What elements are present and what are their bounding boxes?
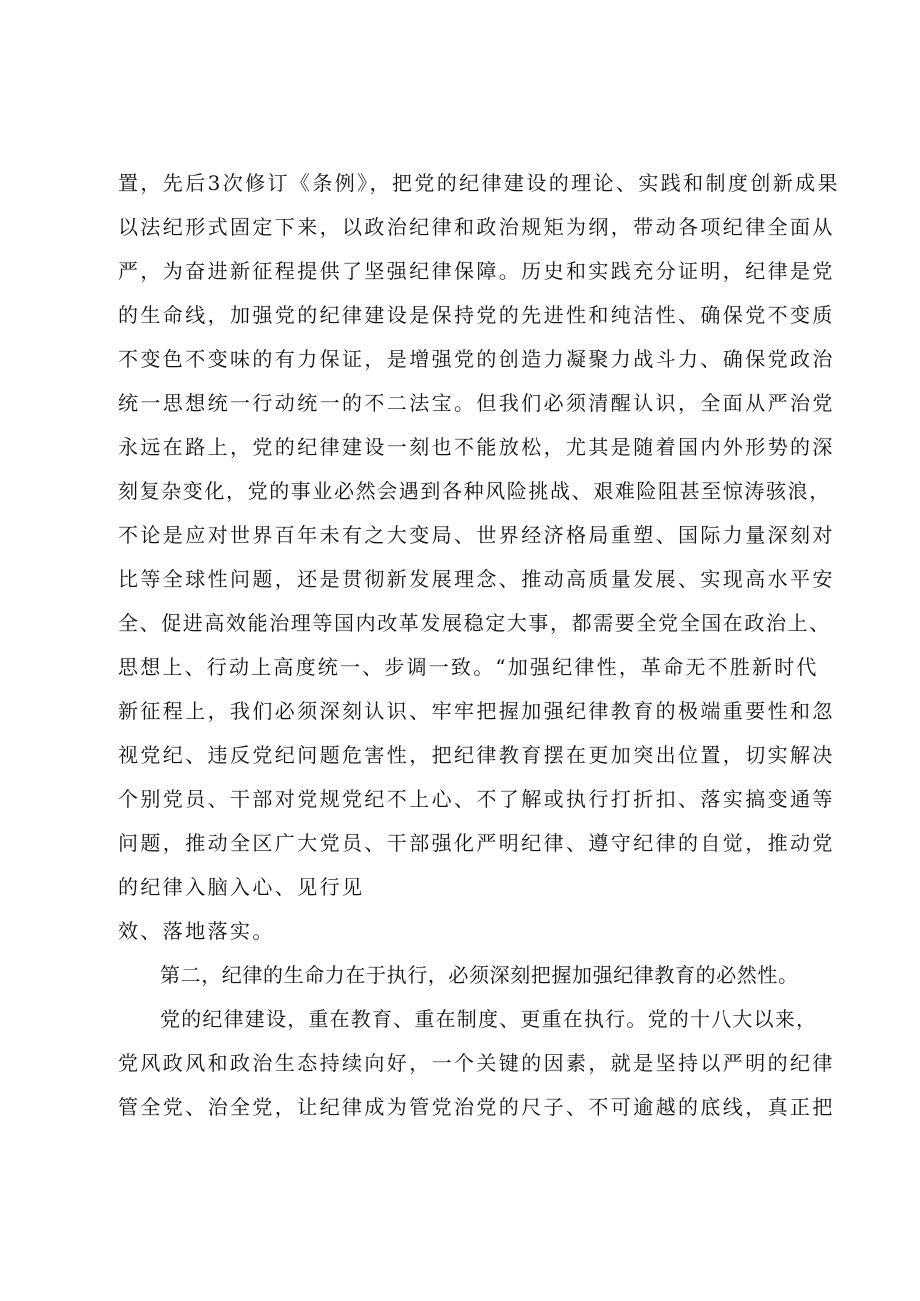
text-line: 问题，推动全区广大党员、干部强化严明纪律、遵守纪律的自觉，推动党	[118, 831, 835, 855]
text-line: 不论是应对世界百年未有之大变局、世界经济格局重塑、国际力量深刻对	[118, 523, 835, 547]
text-line: 永远在路上，党的纪律建设一刻也不能放松，尤其是随着国内外形势的深	[118, 435, 835, 459]
text-line: 置，先后3次修订《条例》，把党的纪律建设的理论、实践和制度创新成果	[118, 171, 840, 195]
text-line: 效、落地落实。	[118, 919, 275, 943]
text-line: 的生命线，加强党的纪律建设是保持党的先进性和纯洁性、确保党不变质	[118, 303, 835, 327]
text-line: 严，为奋进新征程提供了坚强纪律保障。历史和实践充分证明，纪律是党	[118, 259, 835, 283]
text-line: 视党纪、违反党纪问题危害性，把纪律教育摆在更加突出位置，切实解决	[118, 743, 835, 767]
text-line: 个别党员、干部对党规党纪不上心、不了解或执行打折扣、落实搞变通等	[118, 787, 835, 811]
text-line: 管全党、治全党，让纪律成为管党治党的尺子、不可逾越的底线，真正把	[118, 1095, 835, 1119]
text-line: 以法纪形式固定下来，以政治纪律和政治规矩为纲，带动各项纪律全面从	[118, 215, 835, 239]
text-line: 的纪律入脑入心、见行见	[118, 875, 365, 899]
text-line: 统一思想统一行动统一的不二法宝。但我们必须清醒认识，全面从严治党	[118, 391, 835, 415]
paragraph-heading: 第二，纪律的生命力在于执行，必须深刻把握加强纪律教育的必然性。	[160, 963, 799, 987]
text-line: 新征程上，我们必须深刻认识、牢牢把握加强纪律教育的极端重要性和忽	[118, 699, 835, 723]
text-line: 刻复杂变化，党的事业必然会遇到各种风险挑战、艰难险阻甚至惊涛骇浪，	[118, 479, 831, 503]
text-line: 思想上、行动上高度统一、步调一致。“加强纪律性，革命无不胜新时代	[118, 655, 819, 679]
text-line: 全、促进高效能治理等国内改革发展稳定大事，都需要全党全国在政治上、	[118, 611, 831, 635]
text-line: 不变色不变味的有力保证，是增强党的创造力凝聚力战斗力、确保党政治	[118, 347, 835, 371]
text-line: 党的纪律建设，重在教育、重在制度、更重在执行。党的十八大以来，	[160, 1007, 818, 1031]
text-line: 比等全球性问题，还是贯彻新发展理念、推动高质量发展、实现高水平安	[118, 567, 835, 591]
text-line: 党风政风和政治生态持续向好，一个关键的因素，就是坚持以严明的纪律	[118, 1051, 835, 1075]
